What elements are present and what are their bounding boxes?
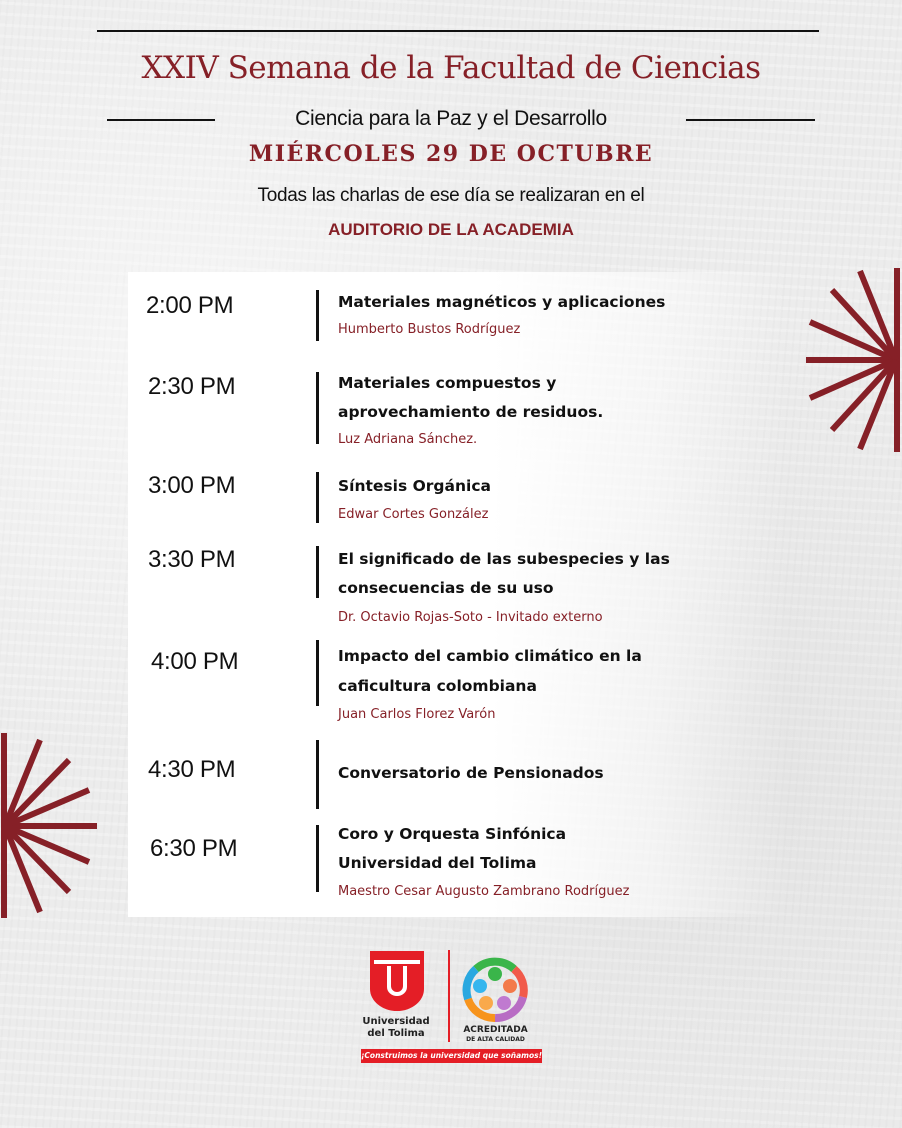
starburst-right-icon xyxy=(800,262,902,458)
row-divider xyxy=(316,472,319,523)
venue-name: AUDITORIO DE LA ACADEMIA xyxy=(328,220,574,239)
talk-title-line-1: Coro y Orquesta Sinfónica xyxy=(338,825,567,843)
talk-title-line-1: Materiales compuestos y xyxy=(338,374,557,392)
talk-speaker: Edwar Cortes González xyxy=(338,507,489,522)
row-divider xyxy=(316,825,319,892)
talk-speaker: Humberto Bustos Rodríguez xyxy=(338,322,521,337)
venue-intro-text: Todas las charlas de ese día se realizaran en el xyxy=(257,185,645,206)
talk-title-line-2: aprovechamiento de residuos. xyxy=(338,403,604,421)
talk-title: Conversatorio de Pensionados xyxy=(338,764,604,782)
talk-time: 3:00 PM xyxy=(148,472,236,499)
row-divider xyxy=(316,372,319,444)
accreditation-line-2: DE ALTA CALIDAD xyxy=(466,1036,525,1043)
university-name-line-2: del Tolima xyxy=(367,1028,425,1039)
accreditation-text xyxy=(458,1025,533,1044)
university-name xyxy=(355,1016,437,1040)
event-subtitle: Ciencia para la Paz y el Desarrollo xyxy=(295,107,607,130)
starburst-left-icon xyxy=(0,728,100,924)
subtitle-rule-right xyxy=(686,119,815,121)
schedule-panel xyxy=(128,272,788,917)
talk-time: 4:00 PM xyxy=(151,648,239,675)
talk-speaker: Luz Adriana Sánchez. xyxy=(338,432,478,447)
university-tolima-logo-icon xyxy=(370,951,424,1011)
talk-time: 2:30 PM xyxy=(148,373,236,400)
university-name-line-1: Universidad xyxy=(362,1016,430,1027)
talk-title-line-2: consecuencias de su uso xyxy=(338,579,554,597)
accreditation-line-1: ACREDITADA xyxy=(463,1025,528,1035)
talk-time: 3:30 PM xyxy=(148,546,236,573)
row-divider xyxy=(316,640,319,706)
talk-title: Síntesis Orgánica xyxy=(338,477,491,495)
logo-divider xyxy=(448,950,450,1042)
top-rule xyxy=(97,30,819,32)
talk-title-line-2: caficultura colombiana xyxy=(338,677,537,695)
talk-time: 6:30 PM xyxy=(150,835,238,862)
talk-time: 2:00 PM xyxy=(146,292,234,319)
talk-time: 4:30 PM xyxy=(148,756,236,783)
row-divider xyxy=(316,740,319,809)
slogan-banner: ¡Construimos la universidad que soñamos! xyxy=(361,1049,542,1063)
talk-title-line-1: El significado de las subespecies y las xyxy=(338,550,670,568)
talk-speaker: Maestro Cesar Augusto Zambrano Rodríguez xyxy=(338,884,630,899)
talk-title: Materiales magnéticos y aplicaciones xyxy=(338,293,666,311)
row-divider xyxy=(316,290,319,341)
talk-title-line-1: Impacto del cambio climático en la xyxy=(338,647,642,665)
talk-title-line-2: Universidad del Tolima xyxy=(338,854,537,872)
row-divider xyxy=(316,546,319,598)
accreditation-logo-icon xyxy=(462,957,528,1023)
event-title: XXIV Semana de la Facultad de Ciencias xyxy=(141,50,761,86)
event-date: MIÉRCOLES 29 DE OCTUBRE xyxy=(248,141,654,167)
footer-logos xyxy=(355,945,555,1070)
talk-speaker: Juan Carlos Florez Varón xyxy=(338,707,496,722)
talk-speaker: Dr. Octavio Rojas-Soto - Invitado externo xyxy=(338,610,603,625)
